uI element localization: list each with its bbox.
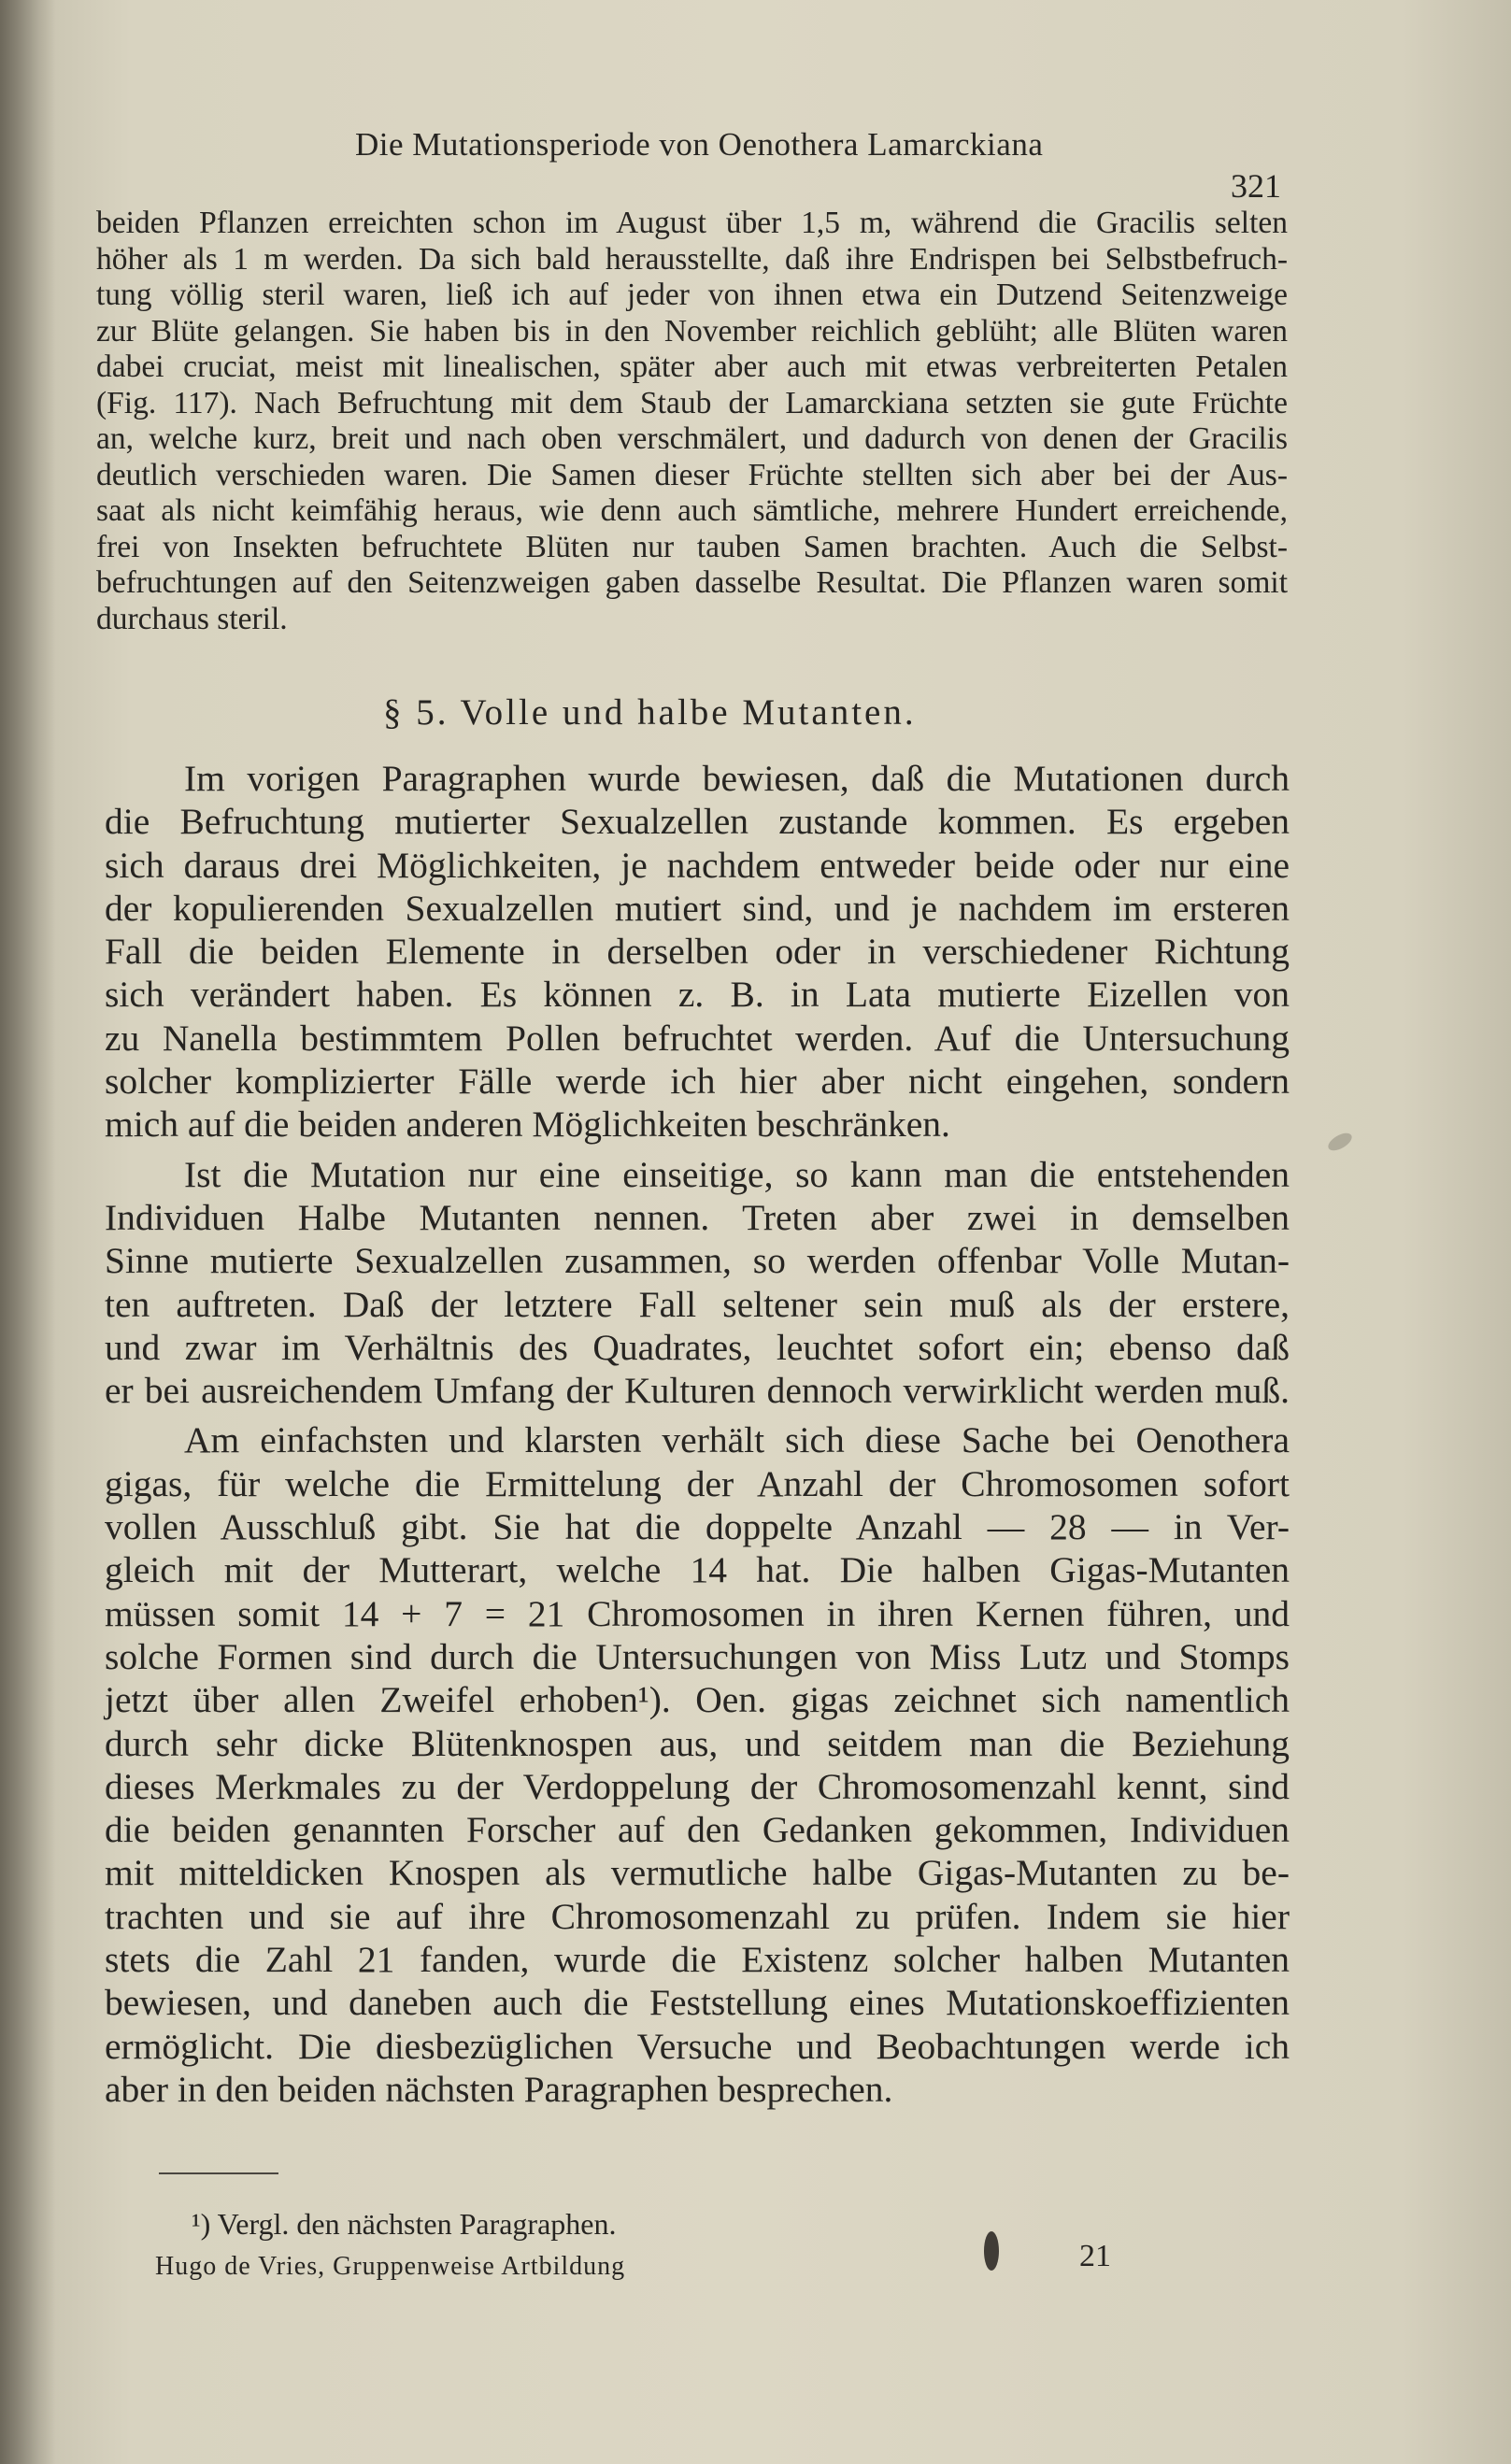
text-line: tung völlig steril waren, ließ ich auf jeder von ihnen etwa ein Dutzend Seitenzweige [96, 278, 1288, 312]
text-line: und zwar im Verhältnis des Quadrates, leuchtet sofort ein; ebenso daß [105, 1326, 1290, 1368]
text-line: an, welche kurz, breit und nach oben verschmälert, und dadurch von denen der Gracilis [96, 421, 1288, 456]
text-line: aber in den beiden nächsten Paragraphen besprechen. [105, 2068, 893, 2110]
continued-paragraph [96, 206, 1288, 637]
text-line: saat als nicht keimfähig heraus, wie denn auch sämtliche, mehrere Hundert erreichende, [96, 493, 1288, 528]
text-line: solcher komplizierter Fälle werde ich hier aber nicht eingehen, sondern [105, 1061, 1290, 1103]
text-line: bewiesen, und daneben auch die Feststellung eines Mutationskoeffizienten [105, 1982, 1290, 2024]
text-line: zur Blüte gelangen. Sie haben bis in den November reichlich geblüht; alle Blüten waren [96, 313, 1288, 349]
text-line: zu Nanella bestimmtem Pollen befruchtet werden. Auf die Untersuchung [105, 1017, 1290, 1059]
text-line: Am einfachsten und klarsten verhält sich diese Sache bei Oenothera [184, 1419, 1290, 1461]
text-line: durchaus steril. [96, 601, 288, 636]
text-line: die beiden genannten Forscher auf den Gedanken gekommen, Individuen [105, 1809, 1290, 1851]
text-line: mich auf die beiden anderen Möglichkeiten beschränken. [105, 1104, 950, 1146]
text-line: jetzt über allen Zweifel erhoben¹). Oen. gigas zeichnet sich namentlich [105, 1679, 1290, 1721]
spine-shadow [0, 0, 56, 2464]
text-line: beiden Pflanzen erreichten schon im August über 1,5 m, während die Gracilis selten [96, 206, 1288, 240]
text-line: höher als 1 m werden. Da sich bald herausstellte, daß ihre Endrispen bei Selbstbefruch- [96, 241, 1288, 277]
text-line: (Fig. 117). Nach Befruchtung mit dem Staub der Lamarckiana setzten sie gute Früchte [96, 385, 1288, 420]
text-line: der kopulierenden Sexualzellen mutiert sind, und je nachdem im ersteren [105, 887, 1290, 929]
text-line: er bei ausreichendem Umfang der Kulturen dennoch verwirklicht werden muß. [105, 1370, 1290, 1412]
text-line: gleich mit der Mutterart, welche 14 hat. Die halben Gigas-Mutanten [105, 1549, 1290, 1591]
text-line: deutlich verschieden waren. Die Samen dieser Früchte stellten sich aber bei der Aus- [96, 457, 1288, 492]
text-line: sich daraus drei Möglichkeiten, je nachdem entweder beide oder nur eine [105, 844, 1290, 886]
text-line: Fall die beiden Elemente in derselben oder in verschiedener Richtung [105, 931, 1290, 973]
text-line: müssen somit 14 + 7 = 21 Chromosomen in ihren Kernen führen, und [105, 1592, 1290, 1634]
text-line: durch sehr dicke Blütenknospen aus, und seitdem man die Beziehung [105, 1722, 1290, 1764]
body-text [105, 757, 1290, 2111]
text-line: die Befruchtung mutierter Sexualzellen zustande kommen. Es ergeben [105, 801, 1290, 843]
text-line: Sinne mutierte Sexualzellen zusammen, so werden offenbar Volle Mutan- [105, 1240, 1290, 1282]
text-line: Im vorigen Paragraphen wurde bewiesen, daß die Mutationen durch [184, 758, 1290, 799]
text-line: dieses Merkmales zu der Verdoppelung der Chromosomenzahl kennt, sind [105, 1765, 1290, 1807]
ink-smudge [984, 2231, 999, 2271]
text-line: frei von Insekten befruchtete Blüten nur tauben Samen brachten. Auch die Selbst- [96, 529, 1288, 564]
text-line: trachten und sie auf ihre Chromosomenzahl zu prüfen. Indem sie hier [105, 1895, 1290, 1937]
text-line: Individuen Halbe Mutanten nennen. Treten aber zwei in demselben [105, 1196, 1290, 1238]
footnote: ¹) Vergl. den nächsten Paragraphen. [192, 2207, 617, 2241]
paper-stain [1325, 1130, 1354, 1154]
text-line: ten auftreten. Daß der letztere Fall seltener sein muß als der erstere, [105, 1283, 1290, 1325]
page-number: 321 [1231, 167, 1281, 205]
text-line: sich verändert haben. Es können z. B. in Lata mutierte Eizellen von [105, 974, 1290, 1016]
text-line: befruchtungen auf den Seitenzweigen gaben dasselbe Resultat. Die Pflanzen waren somit [96, 565, 1288, 600]
text-line: solche Formen sind durch die Untersuchungen von Miss Lutz und Stomps [105, 1635, 1290, 1677]
text-line: gigas, für welche die Ermittelung der Anzahl der Chromosomen sofort [105, 1462, 1290, 1504]
text-line: mit mitteldicken Knospen als vermutliche halbe Gigas-Mutanten zu be- [105, 1852, 1290, 1894]
text-line: vollen Ausschluß gibt. Sie hat die doppelte Anzahl — 28 — in Ver- [105, 1506, 1290, 1548]
text-line: dabei cruciat, meist mit linealischen, später aber auch mit etwas verbreiterten Petalen [96, 349, 1288, 384]
text-line: ermöglicht. Die diesbezüglichen Versuche und Beobachtungen werde ich [105, 2025, 1290, 2067]
running-header: Die Mutationsperiode von Oenothera Lamarckiana [355, 126, 1044, 163]
text-line: Ist die Mutation nur eine einseitige, so kann man die entstehenden [184, 1153, 1290, 1195]
signature-mark: 21 [1079, 2239, 1111, 2273]
section-heading: § 5. Volle und halbe Mutanten. [383, 692, 917, 733]
footnote-rule [159, 2172, 278, 2174]
text-line: stets die Zahl 21 fanden, wurde die Existenz solcher halben Mutanten [105, 1939, 1290, 1981]
footer-author-title: Hugo de Vries, Gruppenweise Artbildung [155, 2252, 626, 2281]
